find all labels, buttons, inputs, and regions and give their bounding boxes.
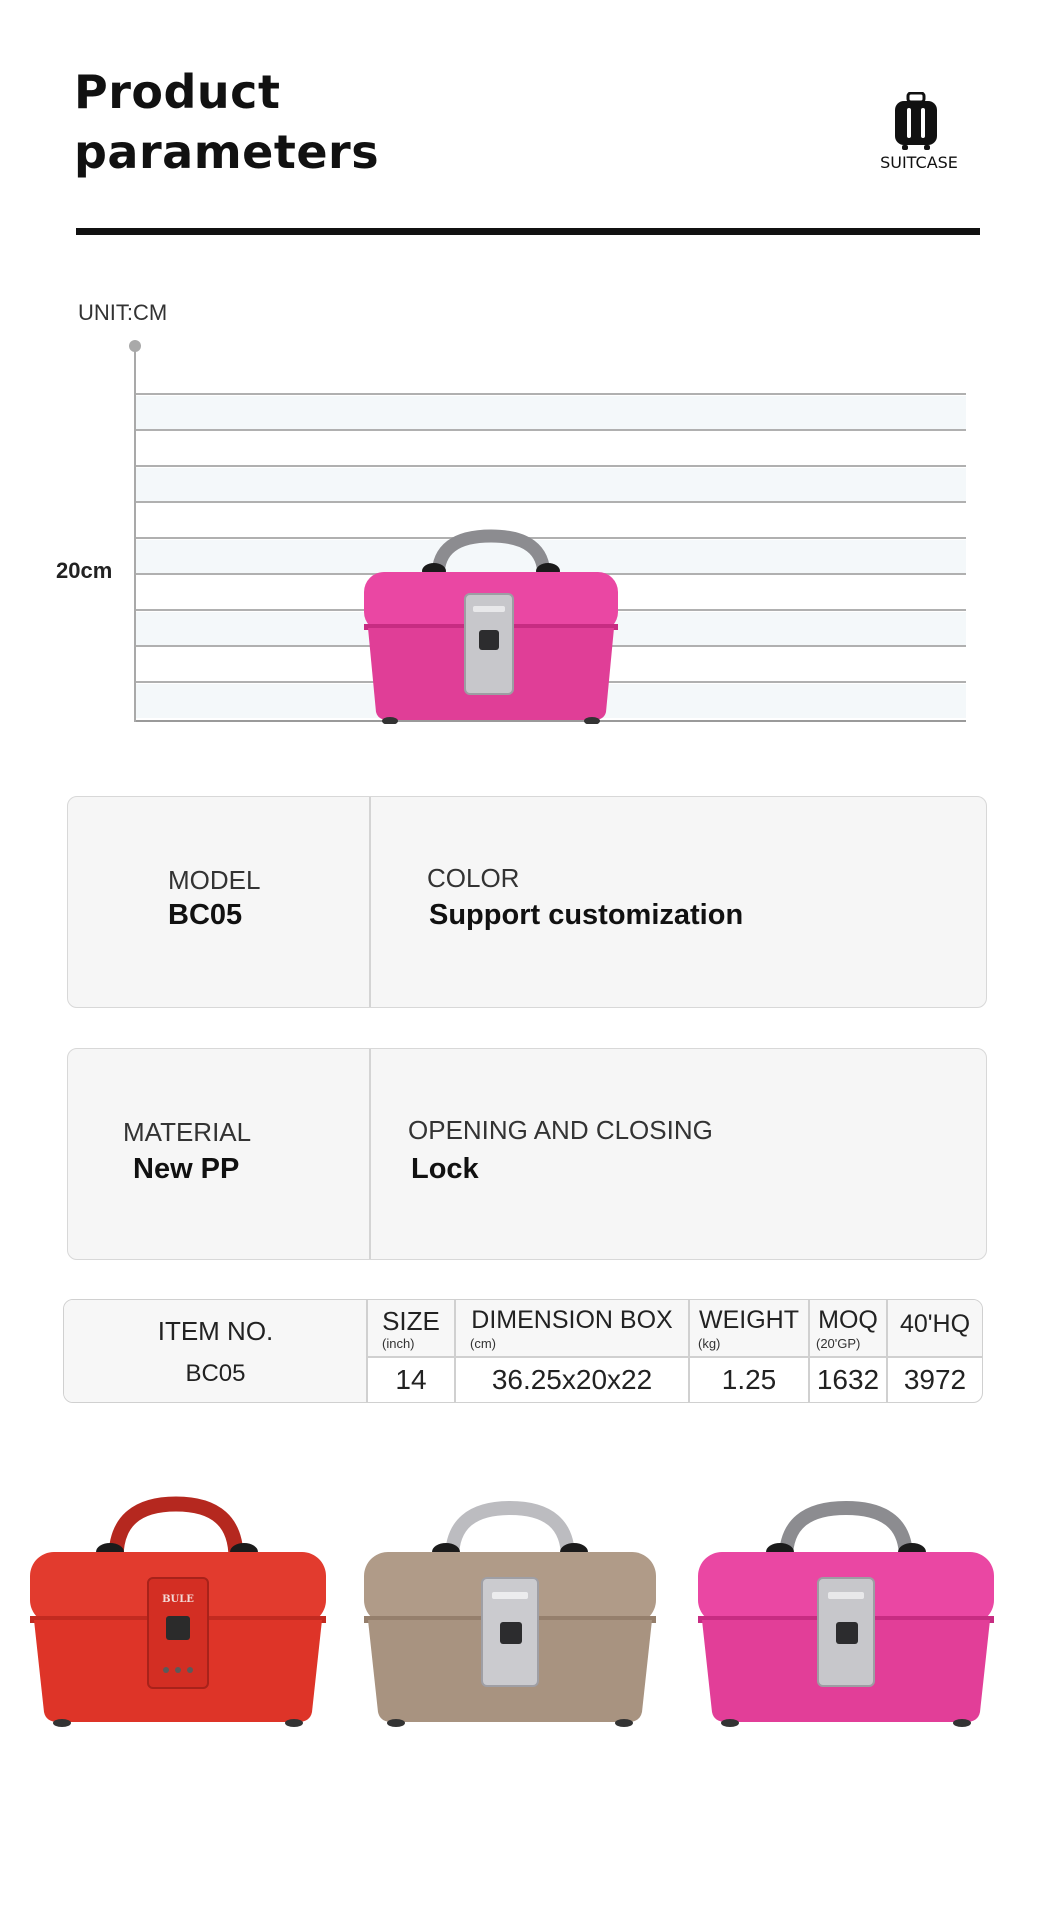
hq-value: 3972 — [903, 1364, 967, 1395]
grid-line — [136, 393, 966, 395]
grid-line — [136, 501, 966, 503]
color-label: COLOR — [427, 863, 520, 893]
item-no-column — [64, 1300, 367, 1403]
weight-column — [690, 1300, 808, 1403]
grid-line — [136, 429, 966, 431]
dimension-column — [456, 1300, 688, 1403]
model-value: BC05 — [168, 899, 243, 931]
material-label: MATERIAL — [123, 1117, 252, 1147]
dimension-value: 36.25x20x22 — [491, 1364, 653, 1395]
spec-table — [63, 1299, 983, 1403]
pink-case-photo — [694, 1496, 998, 1728]
unit-label: UNIT:CM — [78, 300, 168, 325]
suitcase-label: SUITCASE — [880, 153, 958, 172]
dimension-label: DIMENSION BOX — [471, 1306, 673, 1334]
material-value: New PP — [133, 1153, 240, 1185]
header-divider — [76, 228, 980, 235]
grid-band — [136, 396, 966, 430]
red-case-photo — [26, 1492, 330, 1728]
size-reference-case-photo — [360, 528, 622, 724]
model-label: MODEL — [168, 865, 261, 895]
moq-column — [810, 1300, 886, 1403]
grid-band — [136, 468, 966, 502]
panel-divider — [369, 797, 371, 1007]
page-title-line1: Product — [74, 65, 281, 119]
taupe-case-photo — [360, 1496, 660, 1728]
weight-label: WEIGHT — [699, 1306, 799, 1334]
size-label: SIZE — [382, 1306, 440, 1336]
weight-value: 1.25 — [721, 1364, 777, 1395]
hq-column — [888, 1300, 982, 1403]
moq-value: 1632 — [816, 1364, 880, 1395]
size-unit: (inch) — [382, 1336, 415, 1351]
grid-line — [136, 465, 966, 467]
page-title-line2: parameters — [74, 125, 380, 179]
panel-divider — [369, 1049, 371, 1259]
opening-label: OPENING AND CLOSING — [408, 1115, 713, 1145]
red-case-brand: BULE — [162, 1594, 194, 1605]
size-value: 14 — [395, 1364, 427, 1395]
height-marker: 20cm — [56, 558, 113, 583]
moq-label: MOQ — [818, 1306, 878, 1334]
weight-unit: (kg) — [698, 1336, 721, 1351]
suitcase-icon — [893, 92, 939, 152]
size-column — [368, 1300, 454, 1403]
color-value: Support customization — [429, 899, 744, 931]
moq-unit: (20'GP) — [816, 1336, 861, 1351]
dimension-unit: (cm) — [470, 1336, 496, 1351]
item-no-label: ITEM NO. — [157, 1316, 274, 1346]
opening-value: Lock — [411, 1153, 479, 1185]
model-color-panel — [67, 796, 987, 1008]
page-title — [74, 62, 379, 182]
hq-label: 40'HQ — [899, 1310, 971, 1338]
material-opening-panel — [67, 1048, 987, 1260]
item-no-value: BC05 — [185, 1360, 246, 1387]
